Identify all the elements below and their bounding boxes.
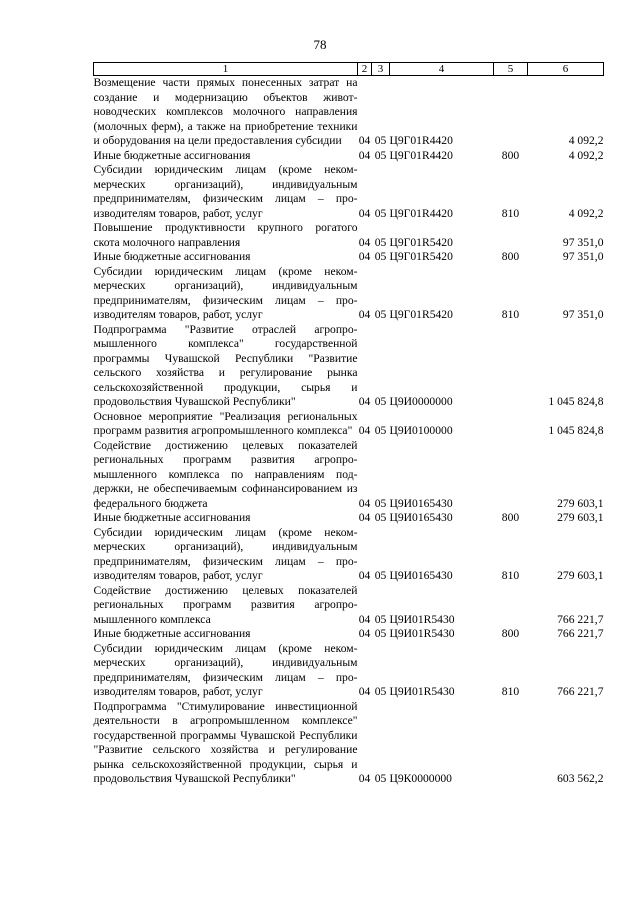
- row-subsection-cell: 05: [374, 772, 387, 785]
- row-section-cell: 04: [358, 511, 371, 524]
- row-expense-type-cell: [494, 76, 528, 149]
- table-row: [94, 642, 604, 700]
- table-header-row: [94, 63, 604, 76]
- row-section-cell: 04: [358, 772, 371, 785]
- row-target-article-cell: Ц9И0165430: [389, 569, 453, 582]
- row-name-cell: Подпрограмма "Развитие отраслей агропромышленного комплекса" государственной программы Чувашской Республики "Развитие сельского хозяйства и регулирование рынка сельскохозяйственной продукции, сырья и продовольствия Чувашской Республики": [93, 322, 358, 408]
- column-header-section: 2: [358, 63, 372, 76]
- table-row: [94, 149, 604, 164]
- row-expense-type-cell: [494, 439, 528, 512]
- row-subsection-cell: 05: [374, 148, 387, 162]
- row-subsection-cell: 05: [374, 395, 387, 408]
- column-header-expense-type: 5: [494, 63, 528, 76]
- row-section-cell: 04: [358, 496, 371, 510]
- row-target-article-cell: Ц9Г01R4420: [389, 134, 453, 147]
- table-body: [94, 76, 604, 787]
- row-name-cell: Субсидии юридическим лицам (кроме некоммерческих организаций), индивидуальным предпринимателям, физическим лицам – производителям товаров, работ, услуг: [93, 163, 358, 220]
- row-name-cell: Содействие достижению целевых показателей региональных программ развития агропромышленного комплекса: [93, 583, 358, 626]
- column-header-target-article: 4: [390, 63, 494, 76]
- row-name-cell: Подпрограмма "Стимулирование инвестиционной деятельности в агропромышленном комплексе" государственной программы Чувашской Республики "Развитие сельского хозяйства и регулирование рынка сельскохозяйственной продукции, сырья и продовольствия Чувашской Республики": [93, 699, 358, 785]
- row-expense-type-cell: 800: [501, 148, 520, 162]
- row-target-article-cell: Ц9И0100000: [389, 424, 453, 437]
- row-target-article-cell: Ц9И0165430: [389, 511, 453, 524]
- row-amount-cell: 4 092,2: [568, 206, 604, 220]
- row-section-cell: 04: [358, 424, 371, 437]
- row-amount-cell: 97 351,0: [562, 235, 604, 249]
- table-row: [94, 163, 604, 221]
- row-target-article-cell: Ц9И01R5430: [389, 612, 455, 626]
- row-subsection-cell: 05: [374, 206, 387, 220]
- row-name-cell: Субсидии юридическим лицам (кроме некоммерческих организаций), индивидуальным предпринимателям, физическим лицам – производителям товаров, работ, услуг: [93, 264, 358, 321]
- row-expense-type-cell: [494, 323, 528, 410]
- table-row: [94, 250, 604, 265]
- table-row: [94, 265, 604, 323]
- row-section-cell: 04: [358, 250, 371, 263]
- row-amount-cell: 4 092,2: [568, 134, 604, 147]
- row-subsection-cell: 05: [374, 424, 387, 437]
- row-expense-type-cell: [494, 410, 528, 439]
- row-target-article-cell: Ц9Г01R4420: [389, 206, 453, 220]
- column-header-subsection: 3: [372, 63, 390, 76]
- row-name-cell: Иные бюджетные ассигнования: [93, 148, 251, 162]
- table-row: [94, 221, 604, 250]
- row-subsection-cell: 05: [374, 250, 387, 263]
- row-target-article-cell: Ц9И01R5430: [389, 627, 455, 640]
- table-row: [94, 410, 604, 439]
- row-target-article-cell: Ц9И0000000: [389, 395, 453, 408]
- row-name-cell: Субсидии юридическим лицам (кроме некоммерческих организаций), индивидуальным предпринимателям, физическим лицам – производителям товаров, работ, услуг: [93, 641, 358, 698]
- row-subsection-cell: 05: [374, 511, 387, 524]
- table-row: [94, 439, 604, 512]
- row-section-cell: 04: [358, 206, 371, 220]
- row-amount-cell: 766 221,7: [557, 612, 604, 626]
- row-target-article-cell: Ц9Г01R5420: [389, 308, 453, 321]
- row-target-article-cell: Ц9И0165430: [389, 496, 453, 510]
- row-amount-cell: 279 603,1: [557, 496, 604, 510]
- page-number: 78: [313, 37, 327, 52]
- row-section-cell: 04: [358, 148, 371, 162]
- row-expense-type-cell: 800: [501, 250, 520, 263]
- row-target-article-cell: Ц9К0000000: [389, 772, 452, 785]
- row-name-cell: Повышение продуктивности крупного рогатого скота молочного направления: [93, 221, 358, 249]
- row-expense-type-cell: 810: [501, 308, 520, 321]
- row-target-article-cell: Ц9Г01R5420: [389, 250, 453, 263]
- row-name-cell: Иные бюджетные ассигнования: [93, 511, 251, 524]
- row-expense-type-cell: [494, 221, 528, 250]
- row-section-cell: 04: [358, 612, 371, 626]
- table-row: [94, 323, 604, 410]
- table-row: [94, 627, 604, 642]
- row-section-cell: 04: [358, 134, 371, 147]
- row-expense-type-cell: [494, 584, 528, 628]
- row-name-cell: Содействие достижению целевых показателей региональных программ развития агропромышленного комплекса по направлениям поддержки, не обеспечиваемым софинансированием из федерального бюджета: [93, 438, 358, 510]
- row-expense-type-cell: 800: [501, 511, 520, 524]
- row-section-cell: 04: [358, 627, 371, 640]
- row-subsection-cell: 05: [374, 308, 387, 321]
- row-expense-type-cell: 800: [501, 627, 520, 640]
- row-expense-type-cell: 810: [501, 685, 520, 698]
- row-section-cell: 04: [358, 395, 371, 408]
- row-subsection-cell: 05: [374, 134, 387, 147]
- column-header-amount: 6: [528, 63, 604, 76]
- row-amount-cell: 603 562,2: [557, 772, 604, 785]
- table-row: [94, 526, 604, 584]
- row-name-cell: Возмещение части прямых понесенных затрат на создание и модернизацию объектов животноводческих комплексов молочного направления (молочных ферм), а также на приобретение техники и оборудования на цели предоставления субсидии: [93, 76, 358, 147]
- row-amount-cell: 279 603,1: [557, 569, 604, 582]
- row-amount-cell: 279 603,1: [557, 511, 604, 524]
- row-name-cell: Иные бюджетные ассигнования: [93, 627, 251, 640]
- column-header-name: 1: [94, 63, 358, 76]
- row-section-cell: 04: [358, 685, 371, 698]
- table-row: [94, 700, 604, 787]
- row-expense-type-cell: 810: [501, 206, 520, 220]
- row-section-cell: 04: [358, 569, 371, 582]
- table-row: [94, 76, 604, 149]
- row-subsection-cell: 05: [374, 496, 387, 510]
- row-subsection-cell: 05: [374, 235, 387, 249]
- row-target-article-cell: Ц9И01R5430: [389, 685, 455, 698]
- row-amount-cell: 1 045 824,8: [548, 424, 604, 437]
- budget-table: [93, 62, 604, 787]
- row-target-article-cell: Ц9Г01R4420: [389, 148, 453, 162]
- row-amount-cell: 97 351,0: [562, 308, 604, 321]
- table-row: [94, 584, 604, 628]
- row-section-cell: 04: [358, 308, 371, 321]
- row-amount-cell: 97 351,0: [562, 250, 604, 263]
- row-amount-cell: 4 092,2: [568, 148, 604, 162]
- row-name-cell: Субсидии юридическим лицам (кроме некоммерческих организаций), индивидуальным предпринимателям, физическим лицам – производителям товаров, работ, услуг: [93, 525, 358, 582]
- row-subsection-cell: 05: [374, 627, 387, 640]
- row-subsection-cell: 05: [374, 569, 387, 582]
- row-amount-cell: 1 045 824,8: [548, 395, 604, 408]
- row-section-cell: 04: [358, 235, 371, 249]
- row-expense-type-cell: 810: [501, 569, 520, 582]
- row-expense-type-cell: [494, 700, 528, 787]
- row-name-cell: Основное мероприятие "Реализация региональных программ развития агропромышленного комплекса": [93, 409, 358, 437]
- table-row: [94, 511, 604, 526]
- row-amount-cell: 766 221,7: [557, 685, 604, 698]
- row-target-article-cell: Ц9Г01R5420: [389, 235, 453, 249]
- row-name-cell: Иные бюджетные ассигнования: [93, 250, 251, 263]
- row-subsection-cell: 05: [374, 612, 387, 626]
- row-subsection-cell: 05: [374, 685, 387, 698]
- row-amount-cell: 766 221,7: [557, 627, 604, 640]
